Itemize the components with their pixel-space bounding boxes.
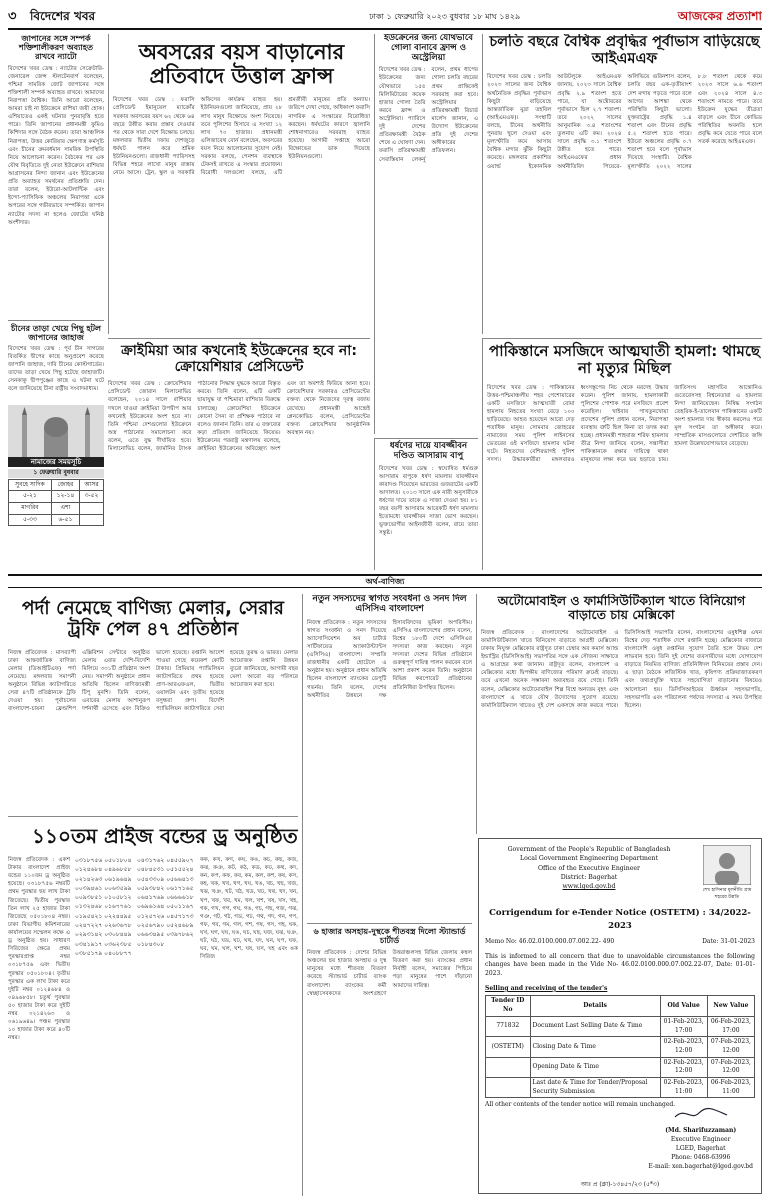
- table-cell: [486, 1057, 531, 1077]
- sub-article-body: নিজস্ব প্রতিবেদক : দেশের বিভিন্ন অঞ্চলের ছয় হাজার অসহায় ও দুস্থ মানুষের মধ্যে শীতবস্ত্র বিতরণ করেছে স্ট্যান্ডার্ড চার্টার্ড ব্যাংক বাংলাদেশ। ব্যাংকের কর্মী স্বেচ্ছাসেবকদের অংশগ্রহণে উত্তরাঞ্চলসহ বিভিন্ন জেলায় কম্বল বিতরণ করা হয়। ব্যাংকের প্রধান নির্বাহী বলেন, সমাজের পিছিয়ে পড়া মানুষের পাশে দাঁড়ানো আমাদের দায়িত্ব।: [307, 950, 472, 997]
- col-header: Tender ID No: [486, 996, 531, 1016]
- memo-number: Memo No: 46.02.0100.000.07.002.22- 490: [485, 938, 615, 946]
- table-cell: [486, 1077, 531, 1097]
- article-body: বিদেশের খবর ডেস্ক : ন্যাটোর সেক্রেটারি-জেনারেল জেন্স স্টলটেনবার্গ বলেছেন, পশ্চিমা সামরিক জোট জাপানের সঙ্গে শক্তিশালী সম্পর্ক অব্যাহত রাখবে। আমাদের নিরাপত্তা বৈশ্বিক। তিনি আরো বলেছেন, আমরা চাই না ইউক্রেনে রাশিয়া জয়ী হোক। এশিয়াতেও একই ঘটনার পুনরাবৃত্তি হতে পারে। তিনি জাপানের প্রধানমন্ত্রী ফুমিও কিশিদার সঙ্গে বৈঠক করেন। তারা আঞ্চলিক নিরাপত্তা, উত্তর কোরিয়ার ক্ষেপণাস্ত্র কর্মসূচি এবং চীনের ক্রমবর্ধমান সামরিক উপস্থিতি নিয়ে আলোচনা করেন। বৈঠকের পর এক যৌথ বিবৃতিতে দুই নেতা ইউক্রেনে রাশিয়ার আগ্রাসনের নিন্দা জানান এবং ইউক্রেনের প্রতি অব্যাহত সমর্থনের প্রতিশ্রুতি দেন। তারা বলেন, ইউরো-আটলান্টিক এবং ইন্দো-প্যাসিফিক অঞ্চলের নিরাপত্তা একে অপরের সঙ্গে গভীরভাবে সম্পর্কিত। জাপান ন্যাটোর সদস্য না হলেও জোটের ঘনিষ্ঠ অংশীদার।: [8, 65, 104, 226]
- table-cell: 02-Feb-2023, 12:00: [660, 1057, 707, 1077]
- prayer-cell: ১২-১৪: [51, 491, 79, 503]
- pakistan-article: [482, 338, 762, 570]
- page-header: [8, 6, 762, 30]
- office-line: Office of the Executive Engineer: [537, 864, 641, 872]
- prayer-title: নামাজের সময়সূচি: [8, 457, 104, 467]
- article-body: বিদেশের খবর ডেস্ক : চলতি ২০২৩ সালের জন্য বৈশ্বিক অর্থনৈতিক প্রবৃদ্ধির পূর্বাভাস কিছুটা বাড়িয়েছে আন্তর্জাতিক মুদ্রা তহবিল (আইএমএফ)। সংস্থাটি বলছে, চীনের অর্থনীতি পুনরায় খুলে দেওয়া এবং মূল্যস্ফীতি কমে আসায় বৈশ্বিক মন্দার ঝুঁকি কিছুটা কমেছে। মঙ্গলবার প্রকাশিত ওয়ার্ল্ড ইকোনমিক আউটলুকে আইএমএফ জানায়, ২০২৩ সালে বৈশ্বিক প্রবৃদ্ধি ২.৯ শতাংশ হতে পারে, যা অক্টোবরের পূর্বাভাসে ছিল ২.৭ শতাংশ। তবে ২০২২ সালের আনুমানিক ৩.৪ শতাংশের তুলনায় এটি কম। ২০২৪ সালে প্রবৃদ্ধি ৩.১ শতাংশে উন্নীত হতে পারে। আইএমএফের প্রধান অর্থনীতিবিদ পিয়েরে-অলিভিয়ে গুরিনশাস বলেন, চলতি বছর এক-তৃতীয়াংশ দেশ মন্দায় পড়তে পারে বলে আগের আশঙ্কা থেকে পরিস্থিতি কিছুটা ভালো। যুক্তরাষ্ট্রের প্রবৃদ্ধি ১.৪ শতাংশ এবং চীনের প্রবৃদ্ধি ৫.২ শতাংশ হতে পারে। ইউরো অঞ্চলের প্রবৃদ্ধি ০.৭ শতাংশ হবে বলে পূর্বাভাস দিয়েছে সংস্থাটি। বৈশ্বিক মূল্যস্ফীতি ২০২২ সালের ৮.৮ শতাংশ থেকে কমে ২০২৩ সালে ৬.৬ শতাংশ এবং ২০২৪ সালে ৪.৩ শতাংশে নামতে পারে। তবে ইউক্রেন যুদ্ধের তীব্রতা বাড়লে এবং চীনে কোভিড পরিস্থিতির অবনতি হলে প্রবৃদ্ধি কমে যেতে পারে বলে সতর্ক করেছে আইএমএফ।: [487, 74, 762, 170]
- prayer-cell: ৬-৫১: [51, 514, 79, 526]
- series-list: কক, কখ, কগ, কঘ, কঙ, কচ, কছ, কজ, কঝ, কঞ, কট, কঠ, কড, কঢ, কথ, কদ, কন, কপ, কফ, কব, কম, কল, কশ, কষ, কস, কহ, খক, খখ, খগ, খঘ, খঙ, খচ, খছ, খজ, খঝ, খঞ, খট, খঠ, খড, খঢ, খথ, খদ, খন, খপ, খফ, খব, খম, খল, খশ, খষ, খস, খহ, গক, গখ, গগ, গঘ, গঙ, গচ, গছ, গজ, গঝ, গঞ, গট, গঠ, গড, গঢ, গথ, গদ, গন, গপ, গফ, গব, গম, গল, গশ, গষ, গস, গহ, ঘক, ঘখ, ঘগ, ঘঘ, ঘঙ, ঘচ, ঘছ, ঘজ, ঘঝ, ঘঞ, ঘট, ঘঠ, ঘড, ঘঢ, ঘথ, ঘদ, ঘন, ঘপ, ঘফ, ঘব, ঘম, ঘল, ঘশ, ঘষ, ঘস, ঘহ এবং ঙক সিরিজ: [200, 857, 298, 961]
- prayer-cell: মাগরিব: [9, 503, 52, 515]
- article-body: বিদেশের খবর ডেস্ক : ফরাসি প্রেসিডেন্ট ইমানুয়েল ম্যাক্রোঁর সরকার অবসরের বয়স ৬২ থেকে ৬৪ বছরে উন্নীত করার প্রস্তাব দেওয়ার পর থেকে সারা দেশে বিক্ষোভ চলছে। মঙ্গলবার দ্বিতীয় দফায় দেশজুড়ে ধর্মঘট পালন করে শ্রমিক ইউনিয়নগুলো। রাজধানী প্যারিসসহ বিভিন্ন শহরে লাখো মানুষ রাস্তায় নেমে আসে। ট্রেন, স্কুল ও সরকারি অফিসের কার্যক্রম ব্যাহত হয়। ইউনিয়নগুলো জানিয়েছে, প্রায় ২৮ লাখ মানুষ বিক্ষোভে অংশ নিয়েছে। তবে পুলিশের হিসাবে এ সংখ্যা ১২ লাখ ৭০ হাজার। প্রধানমন্ত্রী এলিজাবেথ বোর্ন বলেছেন, অবসরের বয়স নিয়ে আলোচনার সুযোগ নেই। সরকার বলছে, পেনশন ব্যবস্থাকে টেকসই রাখতে এ সংস্কার প্রয়োজন। বিরোধী দলগুলো বলছে, এটি শ্রমজীবী মানুষের প্রতি অন্যায়। জরিপে দেখা গেছে, অধিকাংশ ফরাসি নাগরিক এ সংস্কারের বিরোধিতা করছেন। ধর্মঘটের কারণে জ্বালানি শোধনাগারেও সরবরাহ ব্যাহত হয়েছে। আগামী সপ্তাহে আরো বিক্ষোভের ডাক দিয়েছে ইউনিয়নগুলো।: [113, 97, 370, 177]
- dept-line: Local Government Engineering Department: [520, 855, 658, 863]
- table-cell: 771832: [486, 1016, 531, 1036]
- page-number: ৩: [8, 8, 17, 24]
- section-label: অর্থ-বাণিজ্য: [360, 577, 411, 586]
- headline: চলতি বছরে বৈশ্বিক প্রবৃদ্ধির পূর্বাভাস বাড়িয়েছে আইএমএফ: [489, 34, 760, 67]
- table-cell: 01-Feb-2023, 17:00: [660, 1016, 707, 1036]
- table-cell: Closing Date & Time: [530, 1037, 660, 1057]
- table-cell: Last date & Time for Tender/Proposal Security Submission: [530, 1077, 660, 1097]
- signature-icon: [671, 1105, 731, 1123]
- headline: ক্রাইমিয়া আর কখনোই ইউক্রেনের হবে না: ক্রোয়েশিয়ার প্রেসিডেন্ট: [121, 343, 357, 376]
- article-body: নিজস্ব প্রতিবেদক : একশ টাকার বাংলাদেশ প্রাইজ বন্ডের ১১০তম ড্র অনুষ্ঠিত হয়েছে। ০৩১৮৭৫৬ নম্বরটি প্রথম পুরস্কার ছয় লাখ টাকা জিতেছে। দ্বিতীয় পুরস্কার তিন লাখ ২৫ হাজার টাকা জিতেছে ০৫০১৮০৪ নম্বর। ঢাকা বিভাগীয় কমিশনারের কার্যালয়ের সম্মেলন কক্ষে এ ড্র অনুষ্ঠিত হয়। সাধারণ সিরিজের ক্ষেত্রে প্রথম পুরস্কারপ্রাপ্ত নম্বর ০৩১৮৭৫৬ এবং দ্বিতীয় পুরস্কার ০৫০১৮০৪। তৃতীয় পুরস্কার এক লাখ টাকা করে দুইটি নম্বর ০১২৪৬৮৪ ও ০৪৯৬৮৫৮। চতুর্থ পুরস্কার ৫০ হাজার টাকা করে দুইটি নম্বর ০২১৪২৬৩ ও ০৬১৯৬৪৯। পঞ্চম পুরস্কার ১০ হাজার টাকা করে ৪০টি নম্বর।: [8, 857, 70, 1042]
- prayer-cell: ৫-৩৩: [9, 514, 52, 526]
- notice-title: Corrigendum for e-Tender Notice (OSTETM) : 34/2022-2023: [489, 908, 751, 931]
- prize-bond-article: [8, 816, 298, 1196]
- col-header: Old Value: [660, 996, 707, 1016]
- article-body: বিদেশের খবর ডেস্ক : ইউক্রেনের জন্য যৌথভাবে ১৫৫ মিলিমিটারের কয়েক হাজার গোলা তৈরি করবে ফ্রান্স ও অস্ট্রেলিয়া। প্যারিসে দুই দেশের প্রতিরক্ষামন্ত্রী বৈঠক শেষে এ ঘোষণা দেন। ফরাসি প্রতিরক্ষামন্ত্রী সেবাস্তিয়ান লেকর্নু বলেন, প্রথম ধাপের গোলা চলতি বছরের প্রথম প্রান্তিকেই সরবরাহ করা হবে। অস্ট্রেলিয়ার প্রতিরক্ষামন্ত্রী রিচার্ড মার্লেস জানান, এ উদ্যোগ ইউক্রেনের প্রতি দুই দেশের অঙ্গীকারের প্রতিফলন।: [379, 67, 478, 163]
- table-row: [486, 1057, 755, 1077]
- mosque-photo: [8, 405, 104, 467]
- prayer-cell: জোহর: [51, 479, 79, 491]
- acca-article: [302, 594, 472, 1196]
- notice-intro: This is informed to all concern that due to unavoidable circumstances the following changes have been made in the Vide No- 46.02.0100.000.07.002.22-07, Date: 01-01-2023.: [485, 952, 755, 978]
- notice-footnote: All other contents of the tender notice will remain unchanged.: [485, 1101, 676, 1109]
- table-cell: 07-Feb-2023, 12:00: [707, 1037, 754, 1057]
- table-cell: 06-Feb-2023, 17:00: [707, 1016, 754, 1036]
- col-header: Details: [530, 996, 660, 1016]
- tender-notice: [478, 838, 762, 1194]
- headline: জাপানের সঙ্গে সম্পর্ক শক্তিশালীকরণ অব্যাহত রাখবে ন্যাটো: [19, 34, 93, 62]
- headline: পাকিস্তানে মসজিদে আত্মঘাতী হামলা: থামছে না মৃত্যুর মিছিল: [489, 342, 760, 378]
- article-body: বিদেশের খবর ডেস্ক : ক্রোয়েশিয়ার প্রেসিডেন্ট জোরান মিলানোভিচ বলেছেন, ২০১৪ সালে রাশিয়ার দখলে যাওয়া ক্রাইমিয়া উপদ্বীপ আর কখনোই ইউক্রেনের অংশ হবে না। তিনি পশ্চিমা দেশগুলোর ইউক্রেনে অস্ত্র পাঠানোর সমালোচনা করে বলেন, এতে যুদ্ধ দীর্ঘায়িত হবে। মিলানোভিচ বলেন, জার্মানির ট্যাংক পাঠানোর সিদ্ধান্ত যুদ্ধকে আরো বিস্তৃত করবে। তিনি বলেন, এটি একটি ছায়াযুদ্ধ যা পশ্চিমারা রাশিয়ার বিরুদ্ধে চালাচ্ছে। ক্রোয়েশিয়া ইউক্রেনে কোনো সৈন্য বা প্রশিক্ষক পাঠাবে না বলেও জানান তিনি। তার এ বক্তব্যের কড়া প্রতিবাদ জানিয়েছে কিয়েভ। ইউক্রেনের পররাষ্ট্র মন্ত্রণালয় বলেছে, ক্রাইমিয়া ইউক্রেনের অবিচ্ছেদ্য অংশ এবং তা অবশ্যই ফিরিয়ে আনা হবে। ক্রোয়েশিয়ার সরকারও প্রেসিডেন্টের বক্তব্য থেকে নিজেদের দূরত্ব বজায় রেখেছে। প্রধানমন্ত্রী আন্দ্রেই প্লেনকোভিচ বলেন, প্রেসিডেন্টের বক্তব্য ক্রোয়েশিয়ার আনুষ্ঠানিক অবস্থান নয়।: [108, 381, 370, 453]
- district-line: District: Bagerhat: [560, 873, 618, 881]
- article-body: নিজস্ব প্রতিবেদক : বাংলাদেশের অটোমোবাইল ও ফার্মাসিউটিক্যাল খাতে বিনিয়োগ বাড়াতে আগ্রহী মেক্সিকো। ঢাকায় নিযুক্ত মেক্সিকোর রাষ্ট্রদূত ঢাকা চেম্বার অব কমার্স অ্যান্ড ইন্ডাস্ট্রির (ডিসিসিআই) সভাপতির সঙ্গে এক সৌজন্য সাক্ষাতে এ আগ্রহের কথা জানান। রাষ্ট্রদূত বলেন, বাংলাদেশ ও মেক্সিকোর মধ্যে দ্বিপক্ষীয় বাণিজ্যের পরিমাণ ক্রমেই বাড়ছে। তবে এখনো অনেক সম্ভাবনা অব্যবহৃত রয়ে গেছে। তিনি বলেন, মেক্সিকোর অটোমোবাইল শিল্প বিশ্বে অন্যতম বৃহৎ এবং বাংলাদেশে এ খাতে যৌথ উদ্যোগের সুযোগ রয়েছে। ফার্মাসিউটিক্যাল খাতেও দুই দেশ একসঙ্গে কাজ করতে পারে। ডিসিসিআই সভাপতি বলেন, বাংলাদেশের ওষুধশিল্প এখন বিশ্বের দেড় শতাধিক দেশে রপ্তানি হচ্ছে। মেক্সিকোর বাজারে বাংলাদেশি ওষুধ রপ্তানির সুযোগ তৈরি হলে উভয় দেশ লাভবান হবে। তিনি দুই দেশের ব্যবসায়ীদের মধ্যে যোগাযোগ বাড়াতে নিয়মিত বাণিজ্য প্রতিনিধিদল বিনিময়ের প্রস্তাব দেন। এ ছাড়া বৈঠকে লজিস্টিক খাত, কৃষিপণ্য প্রক্রিয়াজাতকরণ এবং তথ্যপ্রযুক্তি খাতে সহযোগিতা বাড়ানোর বিষয়েও আলোচনা হয়। ডিসিসিআইয়ের ঊর্ধ্বতন সহসভাপতি, সহসভাপতি এবং পরিচালনা পর্ষদের সদস্যরা এ সময় উপস্থিত ছিলেন।: [481, 629, 762, 709]
- table-cell: 06-Feb-2023, 11:00: [707, 1077, 754, 1097]
- winning-numbers: ০৩১৮৭৫৬ ০৫০১৮০৪ ০১২৪৬৮৪ ০৪৯৬৮৫৮ ০২১৪২৬৩ ০৬১৯৬৪৯ ০০৩৯৪৬১ ০০৬৩৫৯৯ ০০৯৩৮৫১ ০১০৫৮১২ ০১৩২৪৬৮ ০১৬৭৭৬১ ০১৯৫৪২১ ০২২৪৪৯৫ ০২৪৭২২৭ ০২৬৩৬৭৮ ০২৯৩১৪২ ০৩০৮৪৪৯ ০৩৪১৯১৭ ০৩৬২৩৮৫ ০৩৮৫১৭৯ ০৪০৮৮৭৭ ০৪৩১৭৬২ ০৪৫৫৯০৭ ০৪৮৪৫৩১ ০৫১৫৫২৪ ০৫৪৩৩০৯ ০৫৬৬৪১৩ ০৫৯৩৮৪২ ০৬১৭১৬৫ ০৬৪১৭৬৯ ০৬৬৬৬১৮ ০৬৯৬১৬৪ ০৫০১১৬৭ ০১২৫৭২৬ ০৪৫৭১৭৩ ০২৫৬৭৯০ ০৫২৪৬৮৯ ০৬৬৩৪৯৫ ০৩৯৭৮৬২ ০১৮৪৩০৮: [75, 857, 194, 957]
- portrait-caption: শেখ হাসিনার মূলনীতি গ্রাম শহরের উন্নতি: [702, 888, 752, 900]
- article-body: নিজস্ব প্রতিবেদক : মাসব্যাপী ঢাকা আন্তর্জাতিক বাণিজ্য মেলার (ডিআইটিএফ) পর্দা নেমেছে। মঙ্গলবার সমাপনী অনুষ্ঠানে বিভিন্ন ক্যাটাগরিতে সেরা ৪৭টি প্রতিষ্ঠানকে ট্রফি দেওয়া হয়। পূর্বাচলের বাংলাদেশ-চায়না ফ্রেন্ডশিপ এক্সিবিশন সেন্টারে অনুষ্ঠিত মেলায় এবার দেশি-বিদেশি মিলিয়ে ৩৩১টি প্রতিষ্ঠান অংশ নেয়। সমাপনী অনুষ্ঠানে প্রধান অতিথি ছিলেন বাণিজ্যমন্ত্রী টিপু মুনশি। তিনি বলেন, এবারের মেলায় আশানুরূপ দর্শনার্থী এসেছে এবং বিক্রিও ভালো হয়েছে। রপ্তানি আদেশ পাওয়া গেছে কয়েকশ কোটি টাকার। প্রিমিয়ার প্যাভিলিয়ন ক্যাটাগরিতে প্রথম হয়েছে প্রাণ-আরএফএল, দ্বিতীয় ওয়ালটন এবং তৃতীয় হয়েছে বসুন্ধরা গ্রুপ। বিদেশি প্যাভিলিয়ন ক্যাটাগরিতে সেরা হয়েছে তুরস্ক ও ভারত। মেলার আয়োজক রপ্তানি উন্নয়ন ব্যুরো জানিয়েছে, আগামী বছর মেলা আরো বড় পরিসরে আয়োজন করা হবে।: [8, 649, 298, 713]
- article-body: বিদেশের খবর ডেস্ক : পাকিস্তানের উত্তর-পশ্চিমাঞ্চলীয় শহর পেশোয়ারের একটি মসজিদে আত্মঘাতী বোমা হামলায় নিহতের সংখ্যা বেড়ে ১০০ ছাড়িয়েছে। আহত হয়েছেন আরো দেড় শতাধিক মানুষ। সোমবার জোহরের নামাজের সময় পুলিশ লাইনসের ভেতরের ওই মসজিদে হামলার ঘটনা ঘটে। নিহতদের বেশিরভাগই পুলিশ সদস্য। উদ্ধারকারীরা মঙ্গলবারও ধ্বংসস্তূপের নিচ থেকে মরদেহ উদ্ধার করেন। পুলিশ জানায়, হামলাকারী পুলিশের পোশাক পরে মসজিদে প্রবেশ করেছিল। খাইবার পাখতুনখোয়া প্রদেশের পুলিশ প্রধান বলেন, নিরাপত্তা ব্যবস্থায় ত্রুটি ছিল কিনা তা তদন্ত করা হচ্ছে। প্রধানমন্ত্রী শাহবাজ শরিফ হামলার তীব্র নিন্দা জানিয়ে বলেন, সন্ত্রাসীরা পাকিস্তানকে রক্ষার দায়িত্বে থাকা মানুষদের লক্ষ্য করে ভয় ছড়াতে চায়। জাতিসংঘ মহাসচিব আন্তোনিও গুতেরেসসহ বিশ্বনেতারা এ হামলার নিন্দা জানিয়েছেন। নিষিদ্ধ সংগঠন তেহরিক-ই-তালেবান পাকিস্তানের একটি অংশ হামলার দায় স্বীকার করলেও পরে মূল সংগঠন তা অস্বীকার করে। সাম্প্রতিক মাসগুলোতে দেশটিতে জঙ্গি হামলা উল্লেখযোগ্যভাবে বেড়েছে।: [487, 384, 762, 464]
- sub-headline: ৬ হাজার অসহায়-দুস্থকে শীতবস্ত্র দিলো স্ট্যান্ডার্ড চার্টার্ড: [307, 923, 472, 945]
- prayer-cell: আসর: [80, 479, 104, 491]
- headline: নতুন সদস্যদের স্বাগত সংবর্ধনা ও সনদ দিল এসিসিএ বাংলাদেশ: [312, 594, 467, 615]
- headline: ধর্ষণের দায়ে যাবজ্জীবন দণ্ডিত আসারাম বাপু: [389, 441, 468, 461]
- article-body: নিজস্ব প্রতিবেদক : নতুন সদস্যদের স্বাগত সংবর্ধনা ও সনদ দিয়েছে অ্যাসোসিয়েশন অব চার্টার্ড সার্টিফায়েড অ্যাকাউন্ট্যান্টস (এসিসিএ) বাংলাদেশ। সম্প্রতি রাজধানীর একটি হোটেলে এ অনুষ্ঠান হয়। অনুষ্ঠানে প্রধান অতিথি ছিলেন বাংলাদেশ ব্যাংকের ডেপুটি গভর্নর। তিনি বলেন, দেশের অর্থনীতির উন্নয়নে দক্ষ হিসাববিদদের ভূমিকা অপরিসীম। এসিসিএ বাংলাদেশের প্রধান বলেন, বিশ্বের ১৮০টি দেশে এসিসিএর সদস্যরা কাজ করছেন। নতুন সদস্যরা দেশের বিভিন্ন প্রতিষ্ঠানে গুরুত্বপূর্ণ দায়িত্ব পালন করবেন বলে আশা প্রকাশ করেন তিনি। অনুষ্ঠানে বিভিন্ন করপোরেট প্রতিষ্ঠানের প্রতিনিধিরা উপস্থিত ছিলেন।: [307, 619, 472, 699]
- france-article: [108, 34, 370, 334]
- headline: পর্দা নেমেছে বাণিজ্য মেলার, সেরার ট্রফি পেল ৪৭ প্রতিষ্ঠান: [22, 598, 284, 641]
- signatory-place: LGED, Bagerhat: [675, 1145, 726, 1152]
- dateline: ঢাকা ১ ফেব্রুয়ারি ২০২৩ বুধবার ১৮ মাঘ ১৪২৯: [369, 12, 521, 22]
- section-title: বিদেশের খবর: [30, 9, 96, 24]
- signatory-phone: Phone: 0468-63996: [671, 1154, 731, 1161]
- table-cell: (OSTETM): [486, 1037, 531, 1057]
- sub-headline: চীনের তাড়া খেয়ে পিছু হটল জাপানের জাহাজ: [8, 320, 104, 342]
- headline: অটোমোবাইল ও ফার্মাসিউটিক্যাল খাতে বিনিয়োগ বাড়াতে চায় মেক্সিকো: [497, 594, 746, 623]
- gov-line: Government of the People's Republic of Bangladesh: [507, 846, 671, 853]
- mexico-investment-article: [476, 594, 762, 834]
- sub-article-body: বিদেশের খবর ডেস্ক : পূর্ব চীন সাগরের বিতর্কিত দ্বীপের কাছে অনুপ্রবেশ করেছে জাপানি জাহাজ, দাবি চীনের কোস্টগার্ডের। তাদের তাড়া খেয়ে পিছু হটেছে জাহাজটি। সেনকাকু দ্বীপপুঞ্জের কাছে এ ঘটনা ঘটে বলে জানিয়েছে চীনা রাষ্ট্রীয় সংবাদমাধ্যম।: [8, 345, 104, 393]
- table-cell: 02-Feb-2023, 12:00: [660, 1037, 707, 1057]
- prayer-cell: [80, 514, 104, 526]
- ad-reference: আঃ প্র (ক্লা)-১৩৪৫৭/২৩ (৫*৩): [580, 1181, 660, 1189]
- table-row: [486, 1077, 755, 1097]
- col-header: New Value: [707, 996, 754, 1016]
- table-row: [486, 1037, 755, 1057]
- crimea-article: [108, 338, 370, 570]
- headline: ১১০তম প্রাইজ বন্ডের ড্র অনুষ্ঠিত: [32, 824, 298, 848]
- newspaper-logo: আজকের প্রত্যাশা: [677, 9, 762, 24]
- nato-japan-article: [8, 34, 104, 568]
- asaram-article: [374, 438, 478, 570]
- signatory-title: Executive Engineer: [670, 1136, 731, 1143]
- prayer-cell: এশা: [51, 503, 79, 515]
- prayer-cell: ৩-৫২: [80, 491, 104, 503]
- table-row: [486, 1016, 755, 1036]
- section-divider: [8, 574, 762, 588]
- headline: ইউক্রেনের জন্য যৌথভাবে গোলা বানাবে ফ্রান্স ও অস্ট্রেলিয়া: [383, 34, 474, 63]
- table-cell: Document Last Selling Date & Time: [530, 1016, 660, 1036]
- article-body: বিদেশের খবর ডেস্ক : স্বঘোষিত ধর্মগুরু আসারাম বাপুকে ধর্ষণ মামলায় যাবজ্জীবন কারাদণ্ড দিয়েছেন ভারতের গুজরাটের একটি আদালত। ২০১৩ সালে এক নারী অনুসারীকে ধর্ষণের দায়ে তাকে এ সাজা দেওয়া হয়। ৮১ বছর বয়সী আসারাম আরেকটি ধর্ষণ মামলায় ইতোমধ্যে যাবজ্জীবন সাজা ভোগ করছেন। ভুক্তভোগীর আইনজীবী বলেন, রায়ে তারা সন্তুষ্ট।: [379, 465, 478, 537]
- signatory-email: E-mail: xen.bagerhat@lged.gov.bd: [648, 1163, 753, 1170]
- table-cell: 07-Feb-2023, 12:00: [707, 1057, 754, 1077]
- prayer-cell: ৫-২১: [9, 491, 52, 503]
- prayer-cell: সুবহে সাদিক: [9, 479, 52, 491]
- table-cell: 02-Feb-2023, 11:00: [660, 1077, 707, 1097]
- prayer-cell: [80, 503, 104, 515]
- headline: অবসরের বয়স বাড়ানোর প্রতিবাদে উত্তাল ফ্রান্স: [138, 40, 345, 89]
- tender-table: [485, 995, 755, 1098]
- ukraine-shells-article: [374, 34, 478, 434]
- notice-subhead: Selling and receiving of the tender's: [485, 984, 608, 992]
- notice-date: Date: 31-01-2023: [702, 938, 755, 946]
- signatory-name: (Md. Sharifuzzaman): [665, 1127, 737, 1134]
- prayer-table: [8, 479, 104, 527]
- portrait-icon: [703, 845, 751, 885]
- trade-fair-article: [8, 594, 298, 812]
- website-line: www.lged.gov.bd: [562, 883, 616, 891]
- imf-article: [482, 34, 762, 334]
- table-cell: Opening Date & Time: [530, 1057, 660, 1077]
- prayer-date: ১ ফেব্রুয়ারি বুধবার: [8, 469, 104, 478]
